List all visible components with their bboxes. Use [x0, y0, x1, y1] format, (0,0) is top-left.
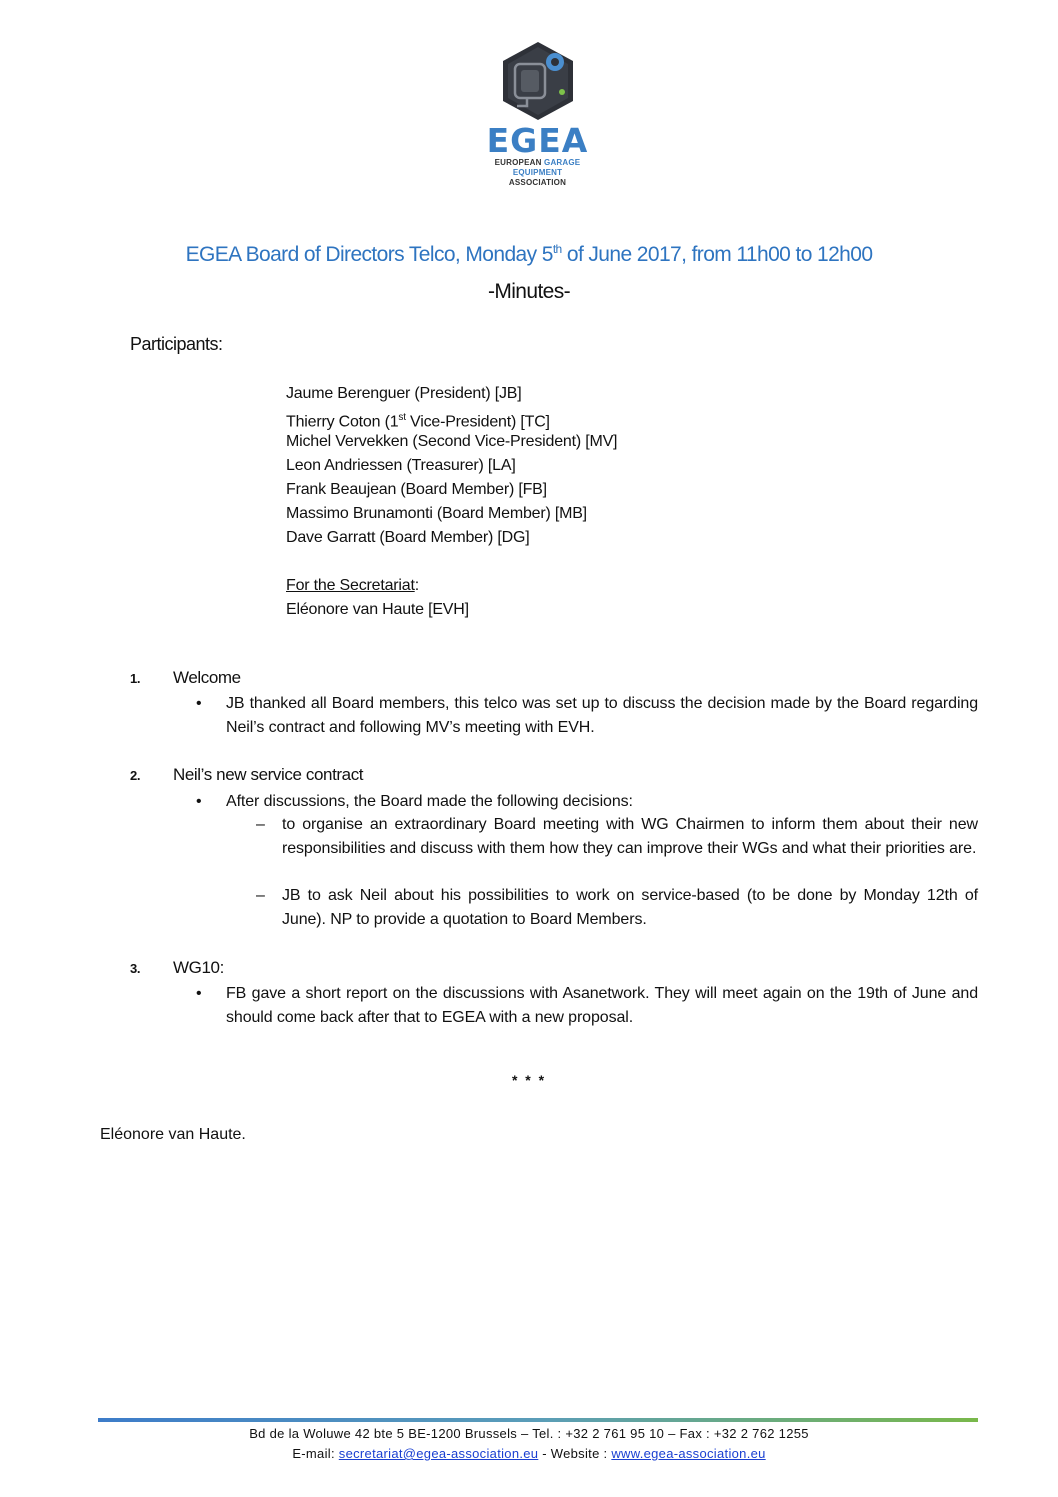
section-divider: * * * [511, 1072, 547, 1088]
sub-list-item: – JB to ask Neil about his possibilities to work on service-based (to be done by Monday 12th of June). NP to provide a quotation to Board Members. [256, 884, 978, 932]
participant-item: Leon Andriessen (Treasurer) [LA] [286, 457, 516, 474]
list-item: • After discussions, the Board made the following decisions: [196, 790, 978, 814]
participant-item: Dave Garratt (Board Member) [DG] [286, 529, 530, 546]
participants-heading: Participants: [130, 334, 223, 354]
logo-subtitle: EUROPEAN GARAGE EQUIPMENT ASSOCIATION [494, 158, 581, 187]
section-heading-welcome: 1. Welcome [130, 668, 241, 687]
footer-contact: E-mail: secretariat@egea-association.eu - Website : www.egea-association.eu [292, 1446, 766, 1461]
logo-wordmark: EGEA [486, 121, 589, 160]
participant-item: Michel Vervekken (Second Vice-President) [MV] [286, 433, 618, 450]
footer-divider [98, 1418, 978, 1422]
dash-icon: – [256, 816, 265, 833]
participants-list [286, 382, 617, 622]
list-item: • JB thanked all Board members, this telco was set up to discuss the decision made by the Board regarding Neil’s contract and following MV’s meeting with EVH. [196, 692, 978, 740]
list-item: • FB gave a short report on the discussions with Asanetwork. They will meet again on the 19th of June and should come back after that to EGEA with a new proposal. [196, 982, 978, 1030]
secretariat-name: Eléonore van Haute [EVH] [286, 601, 469, 618]
participant-item: Massimo Brunamonti (Board Member) [MB] [286, 505, 587, 522]
participant-item: Thierry Coton (1st Vice-President) [TC] [286, 412, 550, 431]
email-link[interactable]: secretariat@egea-association.eu [338, 1446, 539, 1461]
section-heading-service-contract: 2. Neil’s new service contract [130, 765, 364, 784]
egea-logo [470, 40, 605, 200]
participant-item: Frank Beaujean (Board Member) [FB] [286, 481, 547, 498]
participant-item: Jaume Berenguer (President) [JB] [286, 385, 522, 402]
website-link[interactable]: www.egea-association.eu [611, 1446, 766, 1461]
bullet-icon: • [196, 985, 202, 1002]
secretariat-label: For the Secretariat: [286, 577, 419, 594]
footer-address: Bd de la Woluwe 42 bte 5 BE-1200 Brussels – Tel. : +32 2 761 95 10 – Fax : +32 2 762 1255 [249, 1426, 809, 1441]
document-title: EGEA Board of Directors Telco, Monday 5th of June 2017, from 11h00 to 12h00 [185, 242, 873, 266]
signature: Eléonore van Haute. [100, 1126, 246, 1143]
section-heading-wg10: 3. WG10: [130, 958, 224, 977]
egea-emblem-icon [497, 40, 579, 122]
document-subtitle: -Minutes- [487, 280, 571, 303]
bullet-icon: • [196, 793, 202, 810]
bullet-icon: • [196, 695, 202, 712]
sub-list-item: – to organise an extraordinary Board meeting with WG Chairmen to inform them about their new responsibilities and discuss with them how they can improve their WGs and what their priorities are. [256, 813, 978, 861]
dash-icon: – [256, 887, 265, 904]
